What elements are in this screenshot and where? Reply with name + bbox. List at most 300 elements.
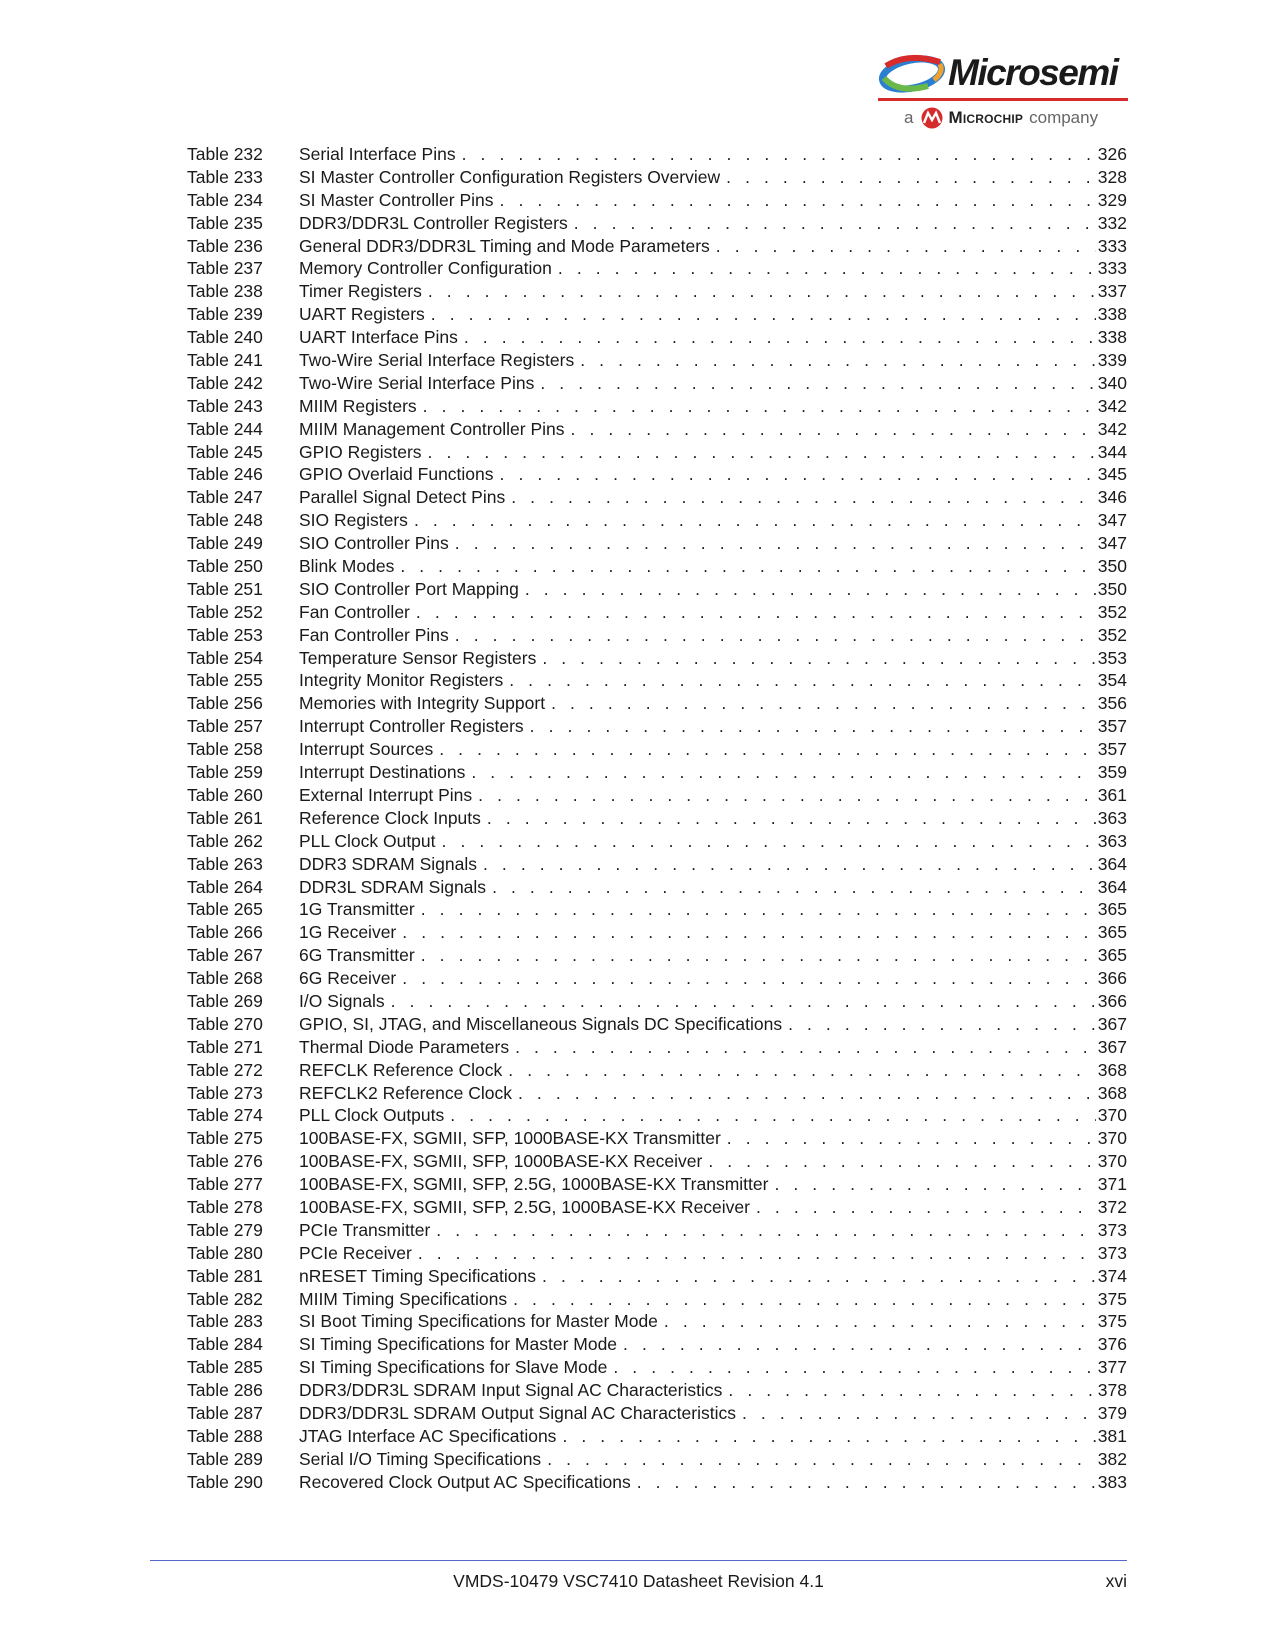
table-number: Table 257	[187, 716, 263, 737]
table-title[interactable]: 100BASE-FX, SGMII, SFP, 1000BASE-KX Transmitter	[299, 1128, 721, 1149]
page-number[interactable]: 338	[1097, 304, 1127, 325]
page-number[interactable]: 375	[1097, 1288, 1127, 1309]
page-number[interactable]: 379	[1097, 1402, 1127, 1423]
page-number[interactable]: 344	[1097, 441, 1127, 462]
dot-leader	[518, 1082, 1096, 1105]
toc-entry[interactable]	[187, 990, 1127, 1013]
table-number: Table 263	[187, 853, 263, 874]
table-title[interactable]: REFCLK2 Reference Clock	[299, 1082, 512, 1103]
dot-leader	[402, 967, 1096, 990]
page-number[interactable]: 377	[1097, 1357, 1127, 1378]
table-title[interactable]: MIIM Management Controller Pins	[299, 418, 565, 439]
page-number[interactable]: 337	[1097, 281, 1127, 302]
toc-entry[interactable]	[187, 486, 1127, 509]
toc-entry[interactable]	[187, 738, 1127, 761]
page-number[interactable]: 381	[1097, 1425, 1127, 1446]
toc-entry-line	[299, 1127, 1127, 1150]
page-number[interactable]: 364	[1097, 853, 1127, 874]
table-title[interactable]: 1G Transmitter	[299, 899, 415, 920]
table-title[interactable]: DDR3 SDRAM Signals	[299, 853, 477, 874]
toc-entry[interactable]	[187, 1471, 1127, 1494]
page-number[interactable]: 357	[1097, 716, 1127, 737]
toc-entry[interactable]	[187, 624, 1127, 647]
table-title[interactable]: GPIO, SI, JTAG, and Miscellaneous Signals DC Specifications	[299, 1013, 783, 1034]
table-title[interactable]: SIO Controller Pins	[299, 533, 449, 554]
toc-entry[interactable]	[187, 143, 1127, 166]
page-number[interactable]: 361	[1097, 784, 1127, 805]
toc-entry-line	[299, 807, 1127, 830]
table-title[interactable]: Serial I/O Timing Specifications	[299, 1448, 542, 1469]
table-title[interactable]: Timer Registers	[299, 281, 422, 302]
toc-entry-line	[299, 463, 1127, 486]
page-number[interactable]: 338	[1097, 327, 1127, 348]
toc-entry[interactable]	[187, 1425, 1127, 1448]
toc-entry[interactable]	[187, 876, 1127, 899]
toc-entry-line	[299, 1013, 1127, 1036]
toc-entry-line	[299, 1310, 1127, 1333]
table-title[interactable]: Interrupt Destinations	[299, 762, 466, 783]
page-number[interactable]: 370	[1097, 1105, 1127, 1126]
dot-leader	[487, 807, 1096, 830]
table-title[interactable]: PLL Clock Output	[299, 830, 436, 851]
table-title[interactable]: Fan Controller Pins	[299, 624, 449, 645]
toc-entry[interactable]	[187, 1104, 1127, 1127]
toc-entry[interactable]	[187, 1196, 1127, 1219]
toc-entry[interactable]	[187, 715, 1127, 738]
toc-entry-line	[299, 1082, 1127, 1105]
dot-leader	[664, 1310, 1096, 1333]
dot-leader	[416, 601, 1096, 624]
toc-entry-line	[299, 1471, 1127, 1494]
table-title[interactable]: Two-Wire Serial Interface Registers	[299, 350, 575, 371]
table-title[interactable]: GPIO Overlaid Functions	[299, 464, 494, 485]
table-number: Table 246	[187, 464, 263, 485]
page-number[interactable]: 367	[1097, 1013, 1127, 1034]
dot-leader	[450, 1104, 1096, 1127]
table-title[interactable]: Memories with Integrity Support	[299, 693, 546, 714]
dot-leader	[551, 692, 1096, 715]
toc-entry[interactable]	[187, 1013, 1127, 1036]
toc-entry[interactable]	[187, 921, 1127, 944]
table-number: Table 234	[187, 189, 263, 210]
toc-entry[interactable]	[187, 303, 1127, 326]
toc-entry[interactable]	[187, 944, 1127, 967]
dot-leader	[500, 189, 1096, 212]
dot-leader	[511, 486, 1096, 509]
table-title[interactable]: Two-Wire Serial Interface Pins	[299, 372, 535, 393]
page-number[interactable]: 359	[1097, 762, 1127, 783]
table-title[interactable]: Blink Modes	[299, 556, 395, 577]
table-number: Table 275	[187, 1128, 263, 1149]
toc-entry[interactable]	[187, 807, 1127, 830]
dot-leader	[513, 1288, 1096, 1311]
table-number: Table 239	[187, 304, 263, 325]
page-number[interactable]: 373	[1097, 1242, 1127, 1263]
toc-entry[interactable]	[187, 1265, 1127, 1288]
dot-leader	[436, 1219, 1096, 1242]
toc-entry-line	[299, 303, 1127, 326]
table-title[interactable]: General DDR3/DDR3L Timing and Mode Parameters	[299, 235, 710, 256]
table-title[interactable]: PLL Clock Outputs	[299, 1105, 445, 1126]
dot-leader	[508, 1059, 1096, 1082]
toc-entry[interactable]	[187, 257, 1127, 280]
table-title[interactable]: Reference Clock Inputs	[299, 807, 481, 828]
table-title[interactable]: UART Registers	[299, 304, 425, 325]
table-title[interactable]: SI Boot Timing Specifications for Master Mode	[299, 1311, 658, 1332]
table-title[interactable]: nRESET Timing Specifications	[299, 1265, 537, 1286]
toc-entry[interactable]	[187, 555, 1127, 578]
page-number[interactable]: 378	[1097, 1380, 1127, 1401]
table-number: Table 241	[187, 350, 263, 371]
dot-leader	[727, 1127, 1096, 1150]
toc-entry-line	[299, 944, 1127, 967]
table-number: Table 255	[187, 670, 263, 691]
page-number[interactable]: 328	[1097, 166, 1127, 187]
footer-document-title: VMDS-10479 VSC7410 Datasheet Revision 4.1	[453, 1571, 824, 1591]
page-number[interactable]: 352	[1097, 624, 1127, 645]
toc-entry-line	[299, 1288, 1127, 1311]
toc-entry-line	[299, 853, 1127, 876]
toc-entry[interactable]	[187, 1448, 1127, 1471]
table-title[interactable]: SIO Controller Port Mapping	[299, 578, 519, 599]
toc-entry[interactable]	[187, 1288, 1127, 1311]
page-number[interactable]: 356	[1097, 693, 1127, 714]
toc-entry[interactable]	[187, 830, 1127, 853]
table-title[interactable]: 100BASE-FX, SGMII, SFP, 2.5G, 1000BASE-KX Receiver	[299, 1196, 750, 1217]
table-number: Table 287	[187, 1402, 263, 1423]
page-number[interactable]: 333	[1097, 258, 1127, 279]
dot-leader	[547, 1448, 1096, 1471]
page-number[interactable]: 352	[1097, 601, 1127, 622]
table-title[interactable]: SI Timing Specifications for Master Mode	[299, 1334, 618, 1355]
page-number[interactable]: 353	[1097, 647, 1127, 668]
toc-entry[interactable]	[187, 280, 1127, 303]
toc-entry[interactable]	[187, 601, 1127, 624]
toc-entry[interactable]	[187, 1333, 1127, 1356]
table-title[interactable]: REFCLK Reference Clock	[299, 1059, 503, 1080]
table-title[interactable]: DDR3/DDR3L SDRAM Output Signal AC Characteristics	[299, 1402, 736, 1423]
table-title[interactable]: PCIe Receiver	[299, 1242, 412, 1263]
page-number[interactable]: 365	[1097, 899, 1127, 920]
dot-leader	[515, 1036, 1096, 1059]
dot-leader	[500, 463, 1096, 486]
toc-entry[interactable]	[187, 898, 1127, 921]
toc-entry-line	[299, 647, 1127, 670]
page-number[interactable]: 347	[1097, 510, 1127, 531]
toc-entry[interactable]	[187, 578, 1127, 601]
table-number: Table 244	[187, 418, 263, 439]
toc-entry[interactable]	[187, 441, 1127, 464]
toc-entry-line	[299, 257, 1127, 280]
page-number[interactable]: 347	[1097, 533, 1127, 554]
table-title[interactable]: 100BASE-FX, SGMII, SFP, 2.5G, 1000BASE-KX Transmitter	[299, 1174, 769, 1195]
toc-entry-line	[299, 349, 1127, 372]
toc-entry-line	[299, 395, 1127, 418]
dot-leader	[423, 395, 1096, 418]
toc-entry-line	[299, 1059, 1127, 1082]
page-number[interactable]: 364	[1097, 876, 1127, 897]
toc-entry-line	[299, 189, 1127, 212]
brand-name: Microsemi	[948, 52, 1118, 93]
table-number: Table 236	[187, 235, 263, 256]
page-number[interactable]: 350	[1097, 578, 1127, 599]
table-title[interactable]: PCIe Transmitter	[299, 1219, 431, 1240]
toc-entry[interactable]	[187, 1310, 1127, 1333]
table-number: Table 282	[187, 1288, 263, 1309]
toc-entry-line	[299, 1242, 1127, 1265]
dot-leader	[756, 1196, 1096, 1219]
page-number[interactable]: 376	[1097, 1334, 1127, 1355]
page-number[interactable]: 326	[1097, 144, 1127, 164]
page-number[interactable]: 366	[1097, 990, 1127, 1011]
toc-entry-line	[299, 326, 1127, 349]
page-number[interactable]: 354	[1097, 670, 1127, 691]
toc-entry-line	[299, 990, 1127, 1013]
table-title[interactable]: Integrity Monitor Registers	[299, 670, 504, 691]
toc-entry[interactable]	[187, 349, 1127, 372]
toc-entry[interactable]	[187, 647, 1127, 670]
dot-leader	[580, 349, 1096, 372]
toc-entry-line	[299, 418, 1127, 441]
table-title[interactable]: 100BASE-FX, SGMII, SFP, 1000BASE-KX Receiver	[299, 1151, 703, 1172]
table-number: Table 269	[187, 990, 263, 1011]
dot-leader	[742, 1402, 1096, 1425]
dot-leader	[391, 990, 1096, 1013]
table-title[interactable]: DDR3/DDR3L SDRAM Input Signal AC Characteristics	[299, 1380, 723, 1401]
dot-leader	[623, 1333, 1096, 1356]
page-number[interactable]: 363	[1097, 830, 1127, 851]
toc-entry-line	[299, 441, 1127, 464]
table-title[interactable]: Interrupt Sources	[299, 739, 434, 760]
page-number[interactable]: 382	[1097, 1448, 1127, 1469]
table-number: Table 270	[187, 1013, 263, 1034]
table-number: Table 254	[187, 647, 263, 668]
toc-entry[interactable]	[187, 1036, 1127, 1059]
page-number[interactable]: 370	[1097, 1128, 1127, 1149]
page-number[interactable]: 366	[1097, 968, 1127, 989]
toc-entry-line	[299, 372, 1127, 395]
table-number: Table 286	[187, 1380, 263, 1401]
toc-entry[interactable]	[187, 463, 1127, 486]
table-title[interactable]: 6G Transmitter	[299, 945, 415, 966]
table-number: Table 288	[187, 1425, 263, 1446]
table-title[interactable]: MIIM Timing Specifications	[299, 1288, 508, 1309]
toc-entry-line	[299, 1356, 1127, 1379]
table-number: Table 281	[187, 1265, 263, 1286]
dot-leader	[525, 578, 1096, 601]
toc-entry-line	[299, 509, 1127, 532]
toc-entry[interactable]	[187, 1059, 1127, 1082]
page-number[interactable]: 375	[1097, 1311, 1127, 1332]
page-number[interactable]: 340	[1097, 372, 1127, 393]
toc-entry-line	[299, 143, 1127, 166]
toc-entry-line	[299, 967, 1127, 990]
toc-entry-line	[299, 921, 1127, 944]
toc-entry[interactable]	[187, 1356, 1127, 1379]
page-number[interactable]: 357	[1097, 739, 1127, 760]
page-number[interactable]: 367	[1097, 1036, 1127, 1057]
toc-entry-line	[299, 280, 1127, 303]
table-title[interactable]: UART Interface Pins	[299, 327, 458, 348]
table-title[interactable]: DDR3/DDR3L Controller Registers	[299, 212, 568, 233]
dot-leader	[558, 257, 1096, 280]
toc-entry[interactable]	[187, 784, 1127, 807]
table-number: Table 264	[187, 876, 263, 897]
table-number: Table 280	[187, 1242, 263, 1263]
page-number[interactable]: 365	[1097, 945, 1127, 966]
table-title[interactable]: External Interrupt Pins	[299, 784, 473, 805]
toc-entry[interactable]	[187, 853, 1127, 876]
table-number: Table 267	[187, 945, 263, 966]
page-number[interactable]: 372	[1097, 1196, 1127, 1217]
page-number[interactable]: 333	[1097, 235, 1127, 256]
table-title[interactable]: SI Master Controller Pins	[299, 189, 494, 210]
toc-entry[interactable]	[187, 669, 1127, 692]
table-title[interactable]: GPIO Registers	[299, 441, 422, 462]
microchip-icon	[919, 107, 945, 129]
tagline-suffix: company	[1029, 108, 1099, 127]
table-title[interactable]: 1G Receiver	[299, 922, 397, 943]
toc-entry[interactable]	[187, 189, 1127, 212]
table-number: Table 235	[187, 212, 263, 233]
table-number: Table 274	[187, 1105, 263, 1126]
dot-leader	[418, 1242, 1096, 1265]
toc-entry[interactable]	[187, 1173, 1127, 1196]
toc-entry[interactable]	[187, 509, 1127, 532]
toc-entry[interactable]	[187, 1082, 1127, 1105]
toc-entry[interactable]	[187, 761, 1127, 784]
table-title[interactable]: Fan Controller	[299, 601, 410, 622]
table-title[interactable]: MIIM Registers	[299, 395, 417, 416]
toc-entry-line	[299, 578, 1127, 601]
toc-entry[interactable]	[187, 212, 1127, 235]
toc-entry[interactable]	[187, 166, 1127, 189]
table-number: Table 260	[187, 784, 263, 805]
table-title[interactable]: JTAG Interface AC Specifications	[299, 1425, 557, 1446]
page-number[interactable]: 350	[1097, 556, 1127, 577]
page-number[interactable]: 329	[1097, 189, 1127, 210]
page-number[interactable]: 383	[1097, 1471, 1127, 1492]
table-title[interactable]: Thermal Diode Parameters	[299, 1036, 510, 1057]
page-number[interactable]: 368	[1097, 1082, 1127, 1103]
dot-leader	[509, 669, 1096, 692]
table-number: Table 273	[187, 1082, 263, 1103]
microsemi-swirl-icon	[878, 50, 950, 96]
toc-entry[interactable]	[187, 1219, 1127, 1242]
toc-entry[interactable]	[187, 692, 1127, 715]
table-number: Table 277	[187, 1174, 263, 1195]
table-title[interactable]: Interrupt Controller Registers	[299, 716, 524, 737]
dot-leader	[574, 212, 1096, 235]
table-title[interactable]: Temperature Sensor Registers	[299, 647, 537, 668]
page-number[interactable]: 365	[1097, 922, 1127, 943]
table-title[interactable]: SIO Registers	[299, 510, 408, 531]
table-number: Table 258	[187, 739, 263, 760]
toc-entry[interactable]	[187, 1242, 1127, 1265]
page-number[interactable]: 373	[1097, 1219, 1127, 1240]
table-number: Table 265	[187, 899, 263, 920]
page-number[interactable]: 368	[1097, 1059, 1127, 1080]
toc-entry[interactable]	[187, 235, 1127, 258]
table-number: Table 278	[187, 1196, 263, 1217]
toc-entry[interactable]	[187, 532, 1127, 555]
toc-entry-line	[299, 1104, 1127, 1127]
toc-entry[interactable]	[187, 967, 1127, 990]
toc-entry[interactable]	[187, 1379, 1127, 1402]
toc-entry[interactable]	[187, 1150, 1127, 1173]
toc-entry[interactable]	[187, 418, 1127, 441]
footer-divider	[150, 1560, 1127, 1561]
dot-leader	[439, 738, 1096, 761]
dot-leader	[464, 326, 1096, 349]
toc-entry[interactable]	[187, 395, 1127, 418]
page-number[interactable]: 332	[1097, 212, 1127, 233]
page-number[interactable]: 342	[1097, 395, 1127, 416]
toc-entry-line	[299, 1196, 1127, 1219]
dot-leader	[562, 1425, 1095, 1448]
table-number: Table 261	[187, 807, 263, 828]
page-number[interactable]: 342	[1097, 418, 1127, 439]
table-title[interactable]: SI Timing Specifications for Slave Mode	[299, 1357, 608, 1378]
toc-entry-line	[299, 784, 1127, 807]
page-number[interactable]: 346	[1097, 487, 1127, 508]
page-number[interactable]: 371	[1097, 1174, 1127, 1195]
page-number[interactable]: 363	[1097, 807, 1127, 828]
toc-entry[interactable]	[187, 1127, 1127, 1150]
page-number[interactable]: 339	[1097, 350, 1127, 371]
table-number: Table 248	[187, 510, 263, 531]
table-number: Table 253	[187, 624, 263, 645]
dot-leader	[471, 761, 1095, 784]
table-title[interactable]: SI Master Controller Configuration Registers Overview	[299, 166, 721, 187]
toc-entry-line	[299, 830, 1127, 853]
table-number: Table 242	[187, 372, 263, 393]
toc-entry[interactable]	[187, 1402, 1127, 1425]
table-number: Table 289	[187, 1448, 263, 1469]
table-title[interactable]: Recovered Clock Output AC Specifications	[299, 1471, 631, 1492]
table-number: Table 250	[187, 556, 263, 577]
toc-entry[interactable]	[187, 326, 1127, 349]
page-number[interactable]: 345	[1097, 464, 1127, 485]
table-number: Table 252	[187, 601, 263, 622]
table-title[interactable]: Parallel Signal Detect Pins	[299, 487, 506, 508]
table-number: Table 276	[187, 1151, 263, 1172]
dot-leader	[400, 555, 1095, 578]
toc-entry-line	[299, 1219, 1127, 1242]
table-title[interactable]: Serial Interface Pins	[299, 144, 456, 164]
table-title[interactable]: Memory Controller Configuration	[299, 258, 552, 279]
table-title[interactable]: I/O Signals	[299, 990, 385, 1011]
table-number: Table 259	[187, 762, 263, 783]
toc-entry[interactable]	[187, 372, 1127, 395]
page-number[interactable]: 370	[1097, 1151, 1127, 1172]
table-number: Table 290	[187, 1471, 263, 1492]
toc-entry-line	[299, 715, 1127, 738]
tagline-prefix: a	[904, 108, 914, 127]
table-title[interactable]: DDR3L SDRAM Signals	[299, 876, 487, 897]
table-number: Table 240	[187, 327, 263, 348]
tagline-company: Microchip	[948, 108, 1024, 127]
table-title[interactable]: 6G Receiver	[299, 968, 397, 989]
dot-leader	[478, 784, 1096, 807]
dot-leader	[542, 1265, 1096, 1288]
toc-entry-line	[299, 212, 1127, 235]
page-number[interactable]: 374	[1097, 1265, 1127, 1286]
dot-leader	[530, 715, 1096, 738]
toc-entry-line	[299, 166, 1127, 189]
table-number: Table 279	[187, 1219, 263, 1240]
dot-leader	[613, 1356, 1095, 1379]
